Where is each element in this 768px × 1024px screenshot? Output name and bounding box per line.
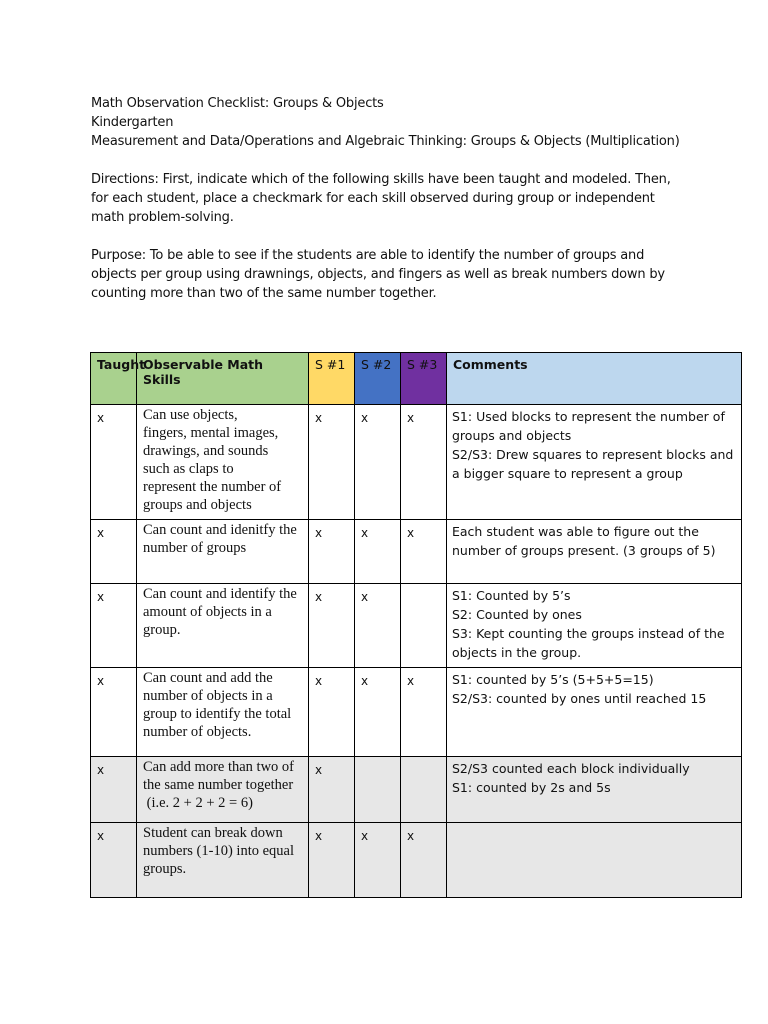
s2-cell xyxy=(355,757,401,823)
comment-line: Each student was able to figure out the number of groups present. (3 groups of 5) xyxy=(452,524,716,558)
comment-cell xyxy=(447,757,742,823)
skill-text: Can add more than two of the same number together xyxy=(143,759,295,793)
document-title: Math Observation Checklist: Groups & Objects xyxy=(91,96,384,111)
s3-cell: x xyxy=(401,668,447,757)
s2-cell: x xyxy=(355,668,401,757)
comment-line: S2/S3: Drew squares to represent blocks and a bigger square to represent a group xyxy=(452,447,734,481)
s1-cell: x xyxy=(309,823,355,898)
s2-cell: x xyxy=(355,584,401,668)
header-s1: S #1 xyxy=(309,353,355,405)
taught-cell: x xyxy=(91,757,137,823)
table-row xyxy=(91,757,742,823)
comment-line: S2/S3 counted each block individually xyxy=(452,761,690,776)
table-row xyxy=(91,584,742,668)
skill-cell: Can count and idenitfy the number of groups xyxy=(137,520,309,584)
s2-cell: x xyxy=(355,405,401,520)
skill-cell xyxy=(137,757,309,823)
table-row xyxy=(91,520,742,584)
header-s2: S #2 xyxy=(355,353,401,405)
comment-line: S1: Counted by 5’s xyxy=(452,588,571,603)
taught-cell: x xyxy=(91,668,137,757)
document-header xyxy=(91,94,691,303)
s3-cell: x xyxy=(401,405,447,520)
comment-cell xyxy=(447,405,742,520)
s3-cell: x xyxy=(401,520,447,584)
standard-line: Measurement and Data/Operations and Algebraic Thinking: Groups & Objects (Multiplication) xyxy=(91,134,680,149)
comment-cell xyxy=(447,584,742,668)
taught-cell: x xyxy=(91,405,137,520)
skill-cell: Can use objects, fingers, mental images, drawings, and sounds such as claps to represent the number of groups and objects xyxy=(137,405,309,520)
table-row xyxy=(91,823,742,898)
table-header-row xyxy=(91,353,742,405)
table-row xyxy=(91,405,742,520)
directions-text: Directions: First, indicate which of the following skills have been taught and modeled. Then, for each student, place a checkmark for each skill observed during group or independent math problem-solving. xyxy=(91,172,671,225)
s2-cell: x xyxy=(355,520,401,584)
comment-cell xyxy=(447,668,742,757)
comment-cell xyxy=(447,520,742,584)
comment-line: S2/S3: counted by ones until reached 15 xyxy=(452,691,707,706)
checklist-table xyxy=(90,352,742,898)
s1-cell: x xyxy=(309,584,355,668)
skill-cell: Student can break down numbers (1-10) into equal groups. xyxy=(137,823,309,898)
comment-line: S1: counted by 2s and 5s xyxy=(452,780,611,795)
skill-cell: Can count and add the number of objects in a group to identify the total number of objects. xyxy=(137,668,309,757)
comment-cell xyxy=(447,823,742,898)
skill-cell: Can count and identify the amount of objects in a group. xyxy=(137,584,309,668)
skill-example: (i.e. 2 + 2 + 2 = 6) xyxy=(143,795,253,811)
s3-cell: x xyxy=(401,823,447,898)
s1-cell: x xyxy=(309,520,355,584)
taught-cell: x xyxy=(91,584,137,668)
s1-cell: x xyxy=(309,668,355,757)
s3-cell xyxy=(401,757,447,823)
table-row xyxy=(91,668,742,757)
s1-cell: x xyxy=(309,757,355,823)
header-skills: Observable Math Skills xyxy=(137,353,309,405)
header-s3: S #3 xyxy=(401,353,447,405)
header-taught: Taught xyxy=(91,353,137,405)
grade-level: Kindergarten xyxy=(91,115,174,130)
s2-cell: x xyxy=(355,823,401,898)
s1-cell: x xyxy=(309,405,355,520)
taught-cell: x xyxy=(91,520,137,584)
header-comments: Comments xyxy=(447,353,742,405)
comment-line: S1: Used blocks to represent the number of groups and objects xyxy=(452,409,725,443)
comment-line: S1: counted by 5’s (5+5+5=15) xyxy=(452,672,654,687)
comment-line: S2: Counted by ones xyxy=(452,607,582,622)
purpose-text: Purpose: To be able to see if the students are able to identify the number of groups and objects per group using drawnings, objects, and fingers as well as break numbers down by counting more than two of the same number together. xyxy=(91,248,665,301)
comment-line: S3: Kept counting the groups instead of the objects in the group. xyxy=(452,626,725,660)
s3-cell xyxy=(401,584,447,668)
taught-cell: x xyxy=(91,823,137,898)
